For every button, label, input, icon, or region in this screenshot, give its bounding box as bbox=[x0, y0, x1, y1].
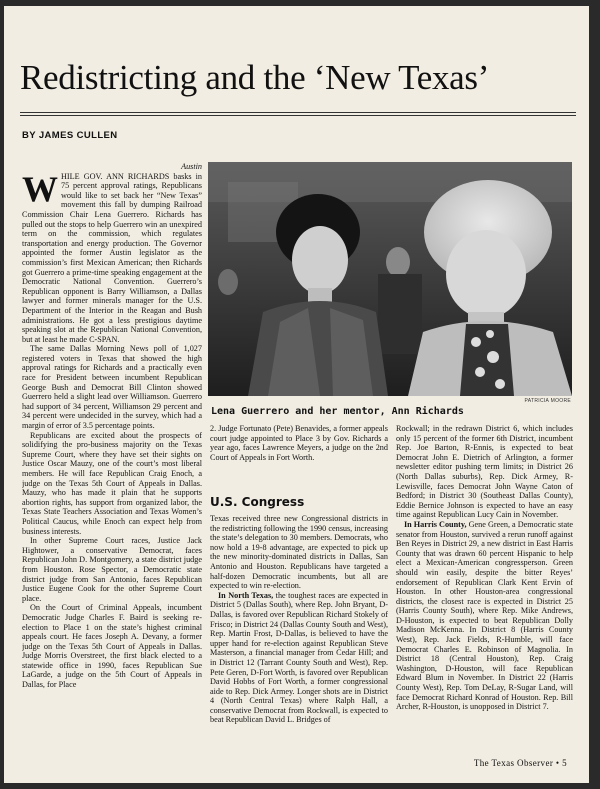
article-column-3 bbox=[396, 424, 573, 758]
article-column-1 bbox=[22, 162, 202, 758]
title-rule-bottom bbox=[20, 115, 576, 116]
page-title: Redistricting and the ‘New Texas’ bbox=[20, 58, 490, 97]
paragraph: In other Supreme Court races, Justice Jack Hightower, a conservative Democrat, faces Republican John D. Montgomery, a state district judge from Houston. Rose Spector, a Democratic state district judge from San Antonio, faces Republican Justice Eugene Cook for the other Supreme Court place. bbox=[22, 536, 202, 603]
page-footer: The Texas Observer • 5 bbox=[473, 758, 567, 768]
photo-image bbox=[208, 162, 572, 396]
paragraph: Texas received three new Congressional districts in the redistricting following the 1990 census, increasing the state’s delegation to 30 members. Democrats, who now hold a 19-8 advantage, are expected to pick up the new minority-dominated districts in Dallas, San Antonio and Houston. Republicans have targeted a half-dozen Democratic incumbents, but all are expected to win re-election. bbox=[210, 514, 388, 591]
paragraph: Rockwall; in the redrawn District 6, which includes only 15 percent of the former 6th District, incumbent Rep. Joe Barton, R-Ennis, is expected to beat Democrat John E. Dietrich of Arlington, a former newsletter editor pushing term limits; in District 26 (North Dallas suburbs), Rep. Dick Armey, R-Lewisville, faces Democrat John Wayne Caton of Bedford; in District 30 (Southeast Dallas County), Eddie Bernice Johnson is expected to have an easy time against Republican Lucy Cain in November. bbox=[396, 424, 573, 520]
paragraph: 2. Judge Fortunato (Pete) Benavides, a former appeals court judge appointed to Place 3 by Gov. Richards a year ago, faces Lawrence Meyers, a judge on the 2nd Court of Appeals in Fort Worth. bbox=[210, 424, 388, 462]
paragraph bbox=[396, 520, 573, 712]
run-in-head: In Harris County, bbox=[404, 519, 467, 529]
dateline: Austin bbox=[181, 162, 202, 171]
paragraph-text: the toughest races are expected in District 5 (Dallas South), where Rep. John Bryant, D-Dallas, is favored over Republican Richard Stokely of Frisco; in District 24 (Dallas County South and West), Rep. Martin Frost, D-Dallas, is believed to have the upper hand for re-election against Republican Steve Masterson, a financial manager from Cedar Hill; and in District 12 (Tarrant County South and West), Rep. Pete Geren, D-Fort Worth, is favored over Republican David Hobbs of Fort Worth, a former congressional aide to Rep. Dick Armey. Longer shots are in District 4 (North Central Texas) where Ralph Hall, a conservative Democrat from Rockwall, is expected to beat Republican David L. Bridges of bbox=[210, 590, 388, 725]
run-in-head: In North Texas, bbox=[218, 590, 274, 600]
paragraph: The same Dallas Morning News poll of 1,027 registered voters in Texas that showed the high approval ratings for Richards and a practically even race for President between incumbent Republican George Bush and Democrat Bill Clinton showed Guerrero held a slight lead over Williamson. Guerrero had support of 34 percent, Williamson 29 percent and 34 percent were undecided in the survey, which had a margin of error of 3.5 percentage points. bbox=[22, 344, 202, 431]
photo-caption: Lena Guerrero and her mentor, Ann Richards bbox=[211, 406, 464, 417]
paragraph: HILE GOV. ANN RICHARDS basks in 75 percent approval ratings, Republicans would like to set back her “New Texas” movement this fall by dumping Railroad Commission Chair Lena Guerrero. Richards has pulled out the stops to help Guerrero win an unexpired term on the commission, which regulates transportation and energy production. The Governor appointed the former Austin legislator as the commission’s first Mexican American; then Richards got Guerrero a prime-time speaking engagement at the Democratic National Convention. Guerrero’s Republican opponent is Barry Williamson, a Dallas lawyer and former minerals manager for the U.S. Department of the Interior in the Reagan and Bush administrations. He got a less prestigious daytime speaking slot at the Republican National Convention, but at least he made C-SPAN. bbox=[22, 171, 202, 344]
paragraph: Republicans are excited about the prospects of solidifying the pro-business majority on the Texas Supreme Court, where they have set their sights on Justice Oscar Mauzy, one of the court’s most liberal members. He will face Republican Craig Enoch, a judge on the Texas 5th Court of Appeals in Dallas. Mauzy, who has made it plain that he supports abortion rights, has support from organized labor, the Texas State Teachers Association and Texas Women’s Political Caucus, while Enoch can expect help from business interests. bbox=[22, 430, 202, 536]
paragraph: On the Court of Criminal Appeals, incumbent Democratic Judge Charles F. Baird is seeking re-election to Place 1 on the state’s highest criminal appeals court. He faces Joseph A. Devany, a former judge on the Texas 5th Court of Appeals in Dallas. Judge Morris Overstreet, the first black elected to a statewide office in 1990, faces Republican Sue LaGarde, a judge on the 5th Court of Appeals in Dallas, for Place bbox=[22, 603, 202, 690]
title-rule-top bbox=[20, 112, 576, 113]
photo-guerrero-richards bbox=[208, 162, 572, 396]
byline: BY JAMES CULLEN bbox=[22, 130, 118, 141]
article-column-2 bbox=[210, 514, 388, 758]
section-subhead: U.S. Congress bbox=[210, 495, 305, 509]
drop-cap: W bbox=[22, 168, 58, 209]
photo-credit: PATRICIA MOORE bbox=[524, 398, 571, 404]
magazine-page bbox=[4, 6, 589, 783]
paragraph bbox=[210, 591, 388, 725]
paragraph-text: Gene Green, a Democratic state senator from Houston, survived a rerun runoff against Ben Reyes in District 29, a new district in East Harris County that was drawn 60 percent Hispanic to help elect a Mexican-American congressperson. Green should win easily, despite the bitter Reyes’ endorsement of Republican Clark Kent Ervin of Houston. In other Houston-area congressional districts, the closest race is expected in District 25 (Harris County South), where Rep. Mike Andrews, D-Houston, is expected to beat Republican Dolly Madison McKenna. In District 8 (Harris County West), Rep. Jack Fields, R-Humble, will face Democrat Charles E. Robinson of Magnolia. In District 18 (Central Houston), Rep. Craig Washington, D-Houston, will face Republican Edward Blum in November. In District 22 (Harris County West), Rep. Tom DeLay, R-Sugar Land, will face Democrat Richard Konrad of Houston. Rep. Bill Archer, R-Houston, is unopposed in District 7. bbox=[396, 519, 573, 712]
article-column-2-top bbox=[210, 424, 388, 484]
